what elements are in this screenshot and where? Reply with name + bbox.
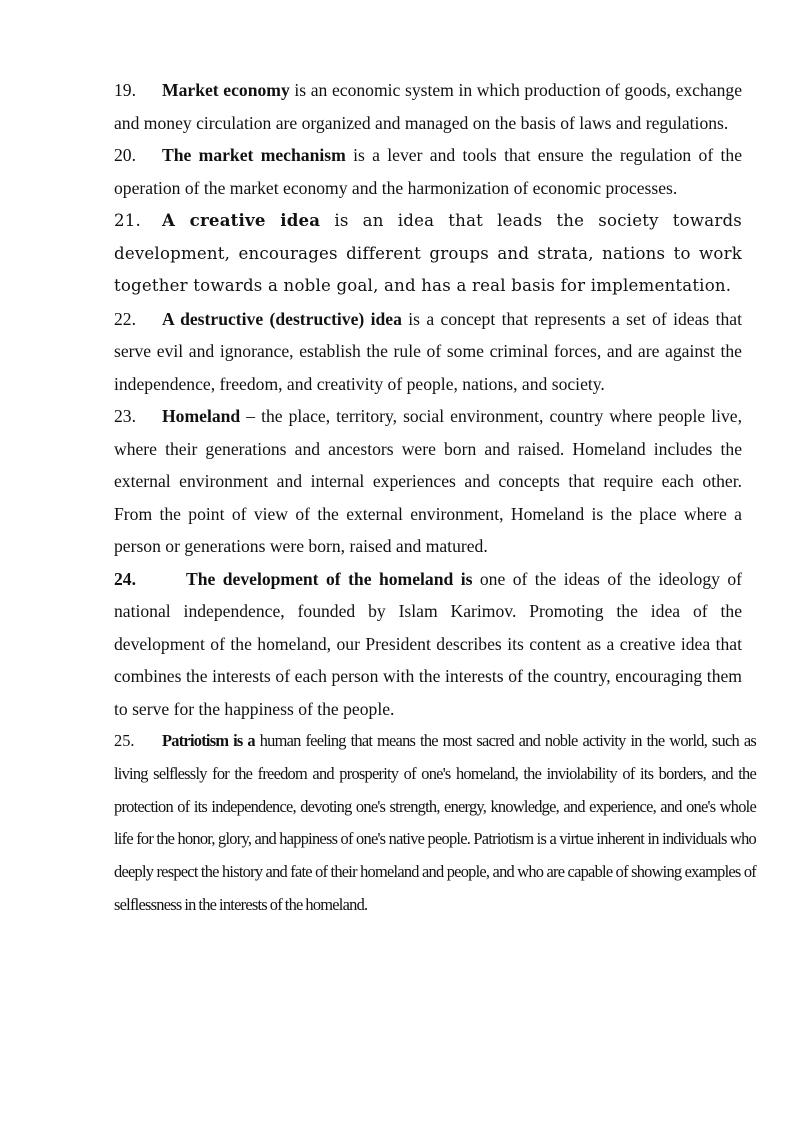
entry-term: Patriotism is a xyxy=(162,731,255,750)
definition-22 xyxy=(114,303,742,401)
entry-term: Homeland xyxy=(162,406,241,426)
entry-text: one of the ideas of the ideology of national independence, founded by Islam Karimov. Promoting the idea of the development of the homeland, our President describes its content as a creative idea that combines the interests of each person with the interests of the country, encouraging them to serve for the happiness of the people. xyxy=(114,568,743,719)
entry-term: A destructive (destructive) idea xyxy=(162,308,402,329)
entry-text: is a concept that represents a set of ideas that serve evil and ignorance, establish the rule of some criminal forces, and are against the independence, freedom, and creativity of people, nations, and society. xyxy=(114,308,742,394)
definition-25 xyxy=(114,725,756,922)
entry-term: Market economy xyxy=(162,80,290,100)
entry-text: is a lever and tools that ensure the regulation of the operation of the market economy and the harmonization of economic processes. xyxy=(114,145,743,198)
entry-number: 24. xyxy=(114,568,136,589)
definition-21 xyxy=(114,204,742,303)
definition-24 xyxy=(114,563,742,726)
entry-term: A creative idea xyxy=(162,210,321,230)
entry-text: is an economic system in which production of goods, exchange and money circulation are organized and managed on the basis of laws and regulations. xyxy=(114,80,743,133)
entry-text: human feeling that means the most sacred and noble activity in the world, such as living selflessly for the freedom and prosperity of one's homeland, the inviolability of its borders, and the protection of its independence, devoting one's strength, energy, knowledge, and experience, and one's whole life for the honor, glory, and happiness of one's native people. Patriotism is a virtue inherent in individuals who deeply respect the history and fate of their homeland and people, and who are capable of showing examples of selflessness in the interests of the homeland. xyxy=(114,731,756,914)
entry-number: 21. xyxy=(114,211,141,230)
definition-20 xyxy=(114,139,742,204)
entry-number: 25. xyxy=(114,731,135,750)
definition-23 xyxy=(114,400,742,563)
entry-text: – the place, territory, social environment, country where people live, where their generations and ancestors were born and raised. Homeland includes the external environment and internal experiences and concepts that require each other. From the point of view of the external environment, Homeland is the place where a person or generations were born, raised and matured. xyxy=(114,406,742,556)
entry-number: 23. xyxy=(114,406,136,426)
entry-number: 19. xyxy=(114,80,136,100)
entry-term: The development of the homeland is xyxy=(186,568,473,589)
entry-number: 20. xyxy=(114,145,136,165)
definition-19 xyxy=(114,74,742,139)
entry-number: 22. xyxy=(114,308,136,329)
entry-term: The market mechanism xyxy=(162,145,346,165)
entry-text: is an idea that leads the society towards development, encourages different groups and strata, nations to work together towards a noble goal, and has a real basis for implementation. xyxy=(114,211,742,295)
